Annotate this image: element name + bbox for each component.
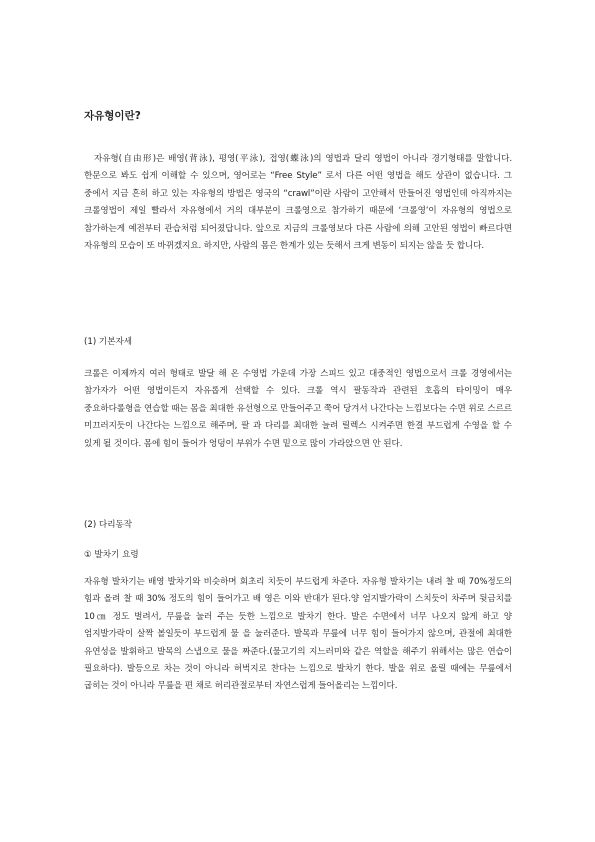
document-title: 자유형이란? [84,110,141,122]
section-heading-leg-motion: (2) 다리동작 [84,520,133,530]
subheading-kick-technique: ① 발차기 요령 [84,550,139,560]
kick-technique-paragraph: 자유형 발차기는 배영 발차기와 비슷하며 회초리 치듯이 부드럽게 차준다. 자유형 발차기는 내려 찰 때 70%정도의 힘과 올려 찰 때 30% 정도의 힘이 들어가고 배 영은 이와 반대가 된다.양 엄지발가락이 스치듯이 차주며 뒷금치를 10㎝ 정도 벌려서, 무릎을 눌러 주는 듯한 느낌으로 발차기 한다. 발은 수면에서 너무 나오지 않게 하고 양 엄지발가락이 살짝 볼일듯이 부드럽게 물 을 눌러준다. 발목과 무릎에 너무 힘이 들어가지 않으며, 관절에 최대한 유연성을 발휘하고 발목의 스냅으로 물을 짜준다.(물고기의 지느러미와 같은 역할을 해주기 위해서는 많은 연습이 필요하다). 발등으로 차는 것이 아니라 허벅지로 찬다는 느낌으로 발차기 한다. 발을 위로 올릴 때에는 무릎에서 굽히는 것이 아니라 무릎을 편 채로 허리관절로부터 자연스럽게 들어올리는 느낌이다. [84,577,512,692]
basic-posture-paragraph: 크롤은 이제까지 여러 형태로 발달 해 온 수영법 가운데 가장 스피드 있고 대중적인 영법으로서 크롤 경영에서는 참가자가 어떤 영법이든지 자유롭게 선택할 수 있다. 크롤 역시 팔동작과 관련된 호흡의 타이밍이 매우 중요하다롤형을 연습할 때는 몸을 최대한 유선형으로 만들어주고 쭉어 당겨서 나간다는 느낌보다는 수면 위로 스르르 미끄러지듯이 나간다는 느낌으로 해주며, 팔 과 다리를 최대한 늘려 릴렉스 시켜주면 한결 부드럽게 수영을 할 수 있게 될 것이다. 몸에 힘이 들어가 엉덩이 부위가 수면 밑으로 많이 가라앉으면 안 된다. [84,369,512,449]
section-heading-basic-posture: (1) 기본자세 [84,337,133,347]
intro-paragraph: 자유형(自由形)은 배영(背泳), 평영(平泳), 접영(蝶泳)의 영법과 달리 영법이 아니라 경기형태를 말합니다. 한문으로 봐도 쉽게 이해할 수 있으며, 영어로는 “Free Style” 로서 다른 어떤 영법을 해도 상관이 없습니다. 그 중에서 지금 흔히 하고 있는 자유형의 방법은 영국의 “crawl”이란 사람이 고안해서 만들어진 영법인데 아직까지는 크롤영법이 제일 빨라서 자유형에서 거의 대부분이 크롤영으로 참가하기 때문에 ‘크롤영’이 자유형의 영법으로 참가하는게 예전부터 관습처럼 되어졌답니다. 앞으로 지금의 크롤영보다 다른 사람에 의해 고안된 영법이 빠르다면 자유형의 모습이 또 바뀌겠지요. 하지만, 사람의 몸은 한계가 있는 듯해서 크게 변동이 되지는 않을 듯 합니다. [84,154,512,252]
